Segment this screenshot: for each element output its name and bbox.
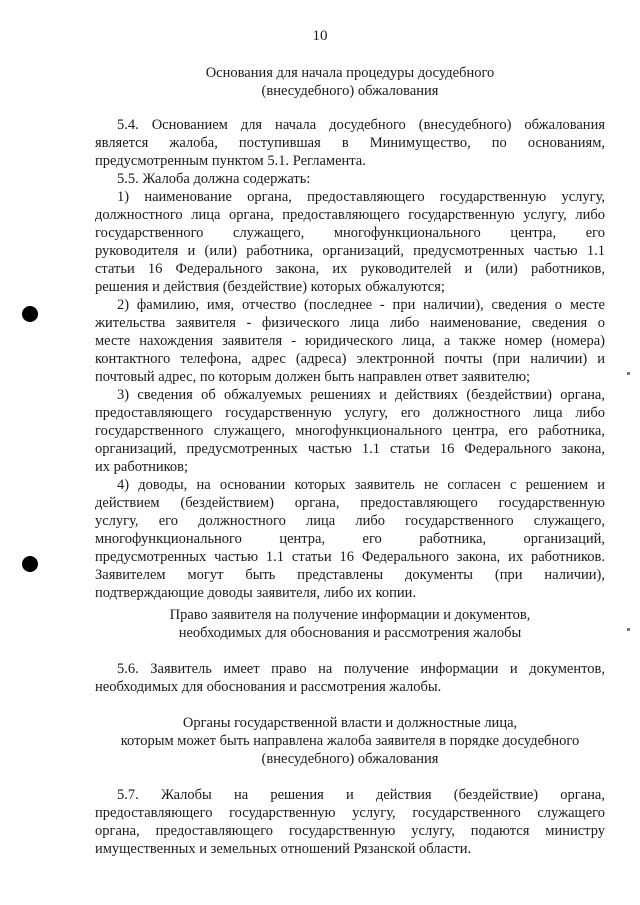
text-line: руководителя и (или) работника, организаций, предусмотренных частью 1.1 (95, 243, 605, 259)
text-line: предоставляющего государственную услугу, государственного служащего (95, 805, 605, 821)
text-line: 5.7. Жалобы на решения и действия (бездействие) органа, (117, 787, 605, 803)
text-line: должностного лица органа, предоставляющего государственную услугу, либо (95, 207, 605, 223)
text-line: Заявителем могут быть представлены документы (при наличии), (95, 567, 605, 583)
text-line: предусмотренным пунктом 5.1. Регламента. (95, 153, 366, 169)
text-line: органа, предоставляющего государственную услугу, подаются министру (95, 823, 605, 839)
list-item-2 (95, 296, 605, 386)
text-line: имущественных и земельных отношений Рязанской области. (95, 841, 472, 857)
text-line: является жалоба, поступившая в Минимущество, по основаниям, (95, 135, 605, 151)
text-line: предоставляющего государственную услугу, его должностного лица либо (95, 405, 605, 421)
paragraph-5-4 (95, 116, 605, 170)
text-line: 5.6. Заявитель имеет право на получение информации и документов, (117, 661, 605, 677)
text-line: 5.4. Основанием для начала досудебного (внесудебного) обжалования (117, 117, 605, 133)
heading-line: необходимых для обоснования и рассмотрения жалобы (178, 625, 522, 641)
section-heading-authorities (60, 714, 640, 768)
text-line: организаций, предусмотренных частью 1.1 статьи 16 Федерального закона, (95, 441, 605, 457)
punch-hole-mark (22, 306, 38, 322)
text-line: государственного служащего, многофункционального центра, его (95, 225, 605, 241)
list-item-4 (95, 476, 605, 602)
text-line: необходимых для обоснования и рассмотрения жалобы. (95, 679, 442, 695)
text-line: услугу, его должностного лица либо государственного служащего, (95, 513, 605, 529)
heading-line: (внесудебного) обжалования (261, 83, 439, 99)
heading-line: (внесудебного) обжалования (261, 751, 439, 767)
text-line: действием (бездействием) органа, предоставляющего государственную (95, 495, 605, 511)
section-heading-grounds (60, 64, 640, 100)
text-line: 4) доводы, на основании которых заявитель не согласен с решением и (117, 477, 605, 493)
list-item-1 (95, 188, 605, 296)
text-line: многофункционального центра, его работника, организаций, (95, 531, 605, 547)
text-line: предусмотренных частью 1.1 статьи 16 Федерального закона, их работников. (95, 549, 605, 565)
scan-speck (627, 372, 630, 375)
paragraph-5-6 (95, 660, 605, 696)
text-line: их работников; (95, 459, 189, 475)
text-line: почтовый адрес, по которым должен быть направлен ответ заявителю; (95, 369, 531, 385)
list-item-3 (95, 386, 605, 476)
paragraph-5-7 (95, 786, 605, 858)
text-line: месте нахождения заявителя - юридического лица, а также номер (номера) (95, 333, 605, 349)
text-line: государственного служащего, многофункционального центра, его работника, (95, 423, 605, 439)
paragraph-5-5 (95, 170, 605, 188)
section-heading-rights (60, 606, 640, 642)
page-number: 10 (312, 28, 328, 44)
text-line: 1) наименование органа, предоставляющего государственную услугу, (117, 189, 605, 205)
text-line: 5.5. Жалоба должна содержать: (117, 171, 311, 187)
text-line: жительства заявителя - физического лица либо наименование, сведения о (95, 315, 605, 331)
heading-line: Основания для начала процедуры досудебного (205, 65, 495, 81)
text-line: 3) сведения об обжалуемых решениях и действиях (бездействии) органа, (117, 387, 605, 403)
heading-line: Органы государственной власти и должностные лица, (182, 715, 518, 731)
scan-speck (627, 628, 630, 631)
text-line: решения и действия (бездействие) которых обжалуются; (95, 279, 445, 295)
heading-line: Право заявителя на получение информации и документов, (169, 607, 531, 623)
heading-line: которым может быть направлена жалоба заявителя в порядке досудебного (120, 733, 580, 749)
punch-hole-mark (22, 556, 38, 572)
text-line: контактного телефона, адрес (адреса) электронной почты (при наличии) и (95, 351, 605, 367)
text-line: подтверждающие доводы заявителя, либо их копии. (95, 585, 417, 601)
text-line: статьи 16 Федерального закона, их руководителей и (или) работников, (95, 261, 605, 277)
text-line: 2) фамилию, имя, отчество (последнее - при наличии), сведения о месте (117, 297, 605, 313)
